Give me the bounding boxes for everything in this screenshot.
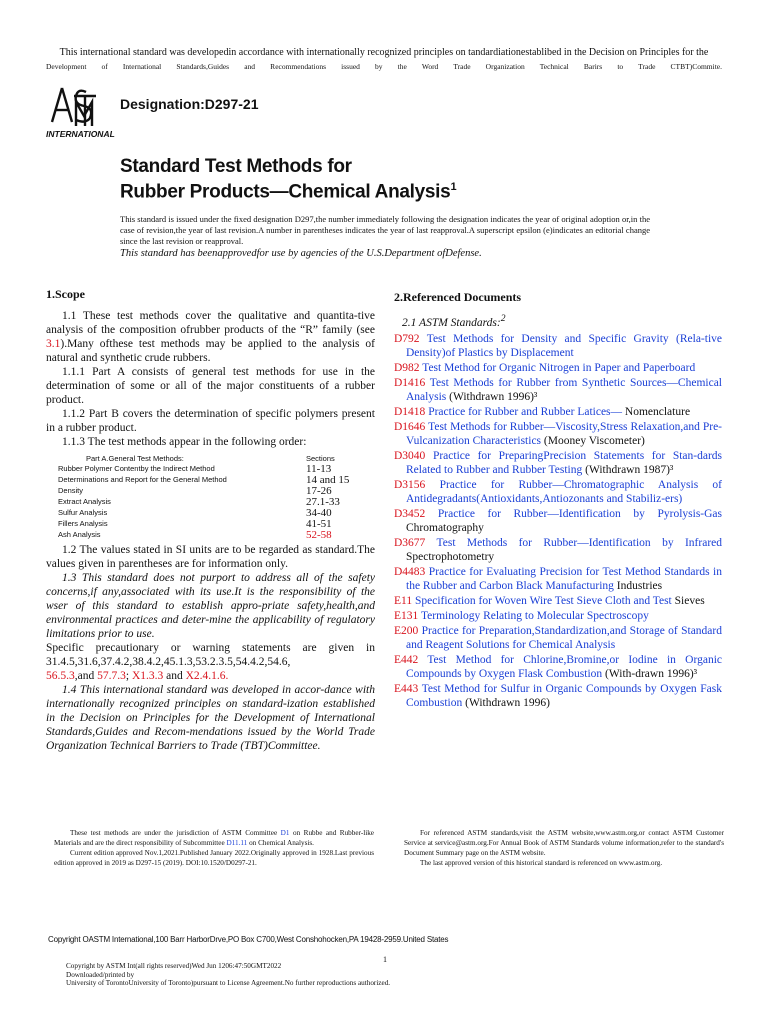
para-1-3: 1.3 This standard does not purport to address all of the safety concerns,if any,associated with its use.It is the responsibility of the wser of this standard to establish appro-priate safety,health,and environmental practices and deter-mine the applicability of regulatory limitations prior to use.	[46, 571, 375, 640]
method-name: Extract Analysis	[58, 496, 111, 506]
reference-title-link[interactable]: Test Methods for Rubber from Synthetic Sources—Chemical Analysis	[406, 376, 722, 403]
footnote-2: Current edition approved Nov.1,2021.Published January 2022.Originally approved in 1928.Last previous edition approved in 2019 as D297-15 (2019). DOI:10.1520/D0297-21.	[54, 849, 374, 867]
reference-code-link[interactable]: D3452	[394, 507, 426, 520]
reference-list	[394, 332, 722, 710]
reference-note: Chromatography	[406, 521, 484, 534]
reference-item	[394, 594, 722, 608]
copyright-line: Copyright OASTM International,100 Barr HarborDrve,PO Box C700,West Conshohocken,PA 19428-2959.United States	[48, 935, 449, 944]
reference-note: (Withdrawn 1987)³	[585, 463, 674, 476]
reference-item	[394, 624, 722, 652]
astm-standards-subheading: 2.1 ASTM Standards:$^2$	[402, 313, 506, 329]
reference-title-link[interactable]: Test Method for Organic Nitrogen in Paper and Paperboard	[422, 361, 696, 374]
document-title	[120, 157, 456, 202]
download-notice	[66, 962, 390, 988]
method-name: Determinations and Report for the General Method	[58, 474, 227, 484]
reference-code-link[interactable]: E200	[394, 624, 419, 637]
reference-code-link[interactable]: D4483	[394, 565, 426, 578]
test-methods-table	[58, 454, 358, 541]
reference-title-link[interactable]: Practice for Evaluating Precision for Test Method Standards in the Rubber and Carbon Black Manufacturing	[406, 565, 722, 592]
para-1-3-cont: Specific precautionary or warning statements are given in 31.4.5,31.6,37.4.2,38.4.2,45.1.3,53.2.3.5,54.4.2,54.6, 56.5.3,and 57.7.3; X1.3.3 and X2.4.1.6.	[46, 641, 375, 682]
astm-logo	[44, 82, 116, 140]
reference-item	[394, 361, 722, 375]
para-1-1-1: 1.1.1 Part A consists of general test methods for use in the determination of some or all of the major constituents of a rubber product.	[46, 366, 375, 406]
footnote-3: For referenced ASTM standards,visit the ASTM website,www.astm.org,or contact ASTM Customer Service at service@astm.org.For Annual Book of ASTM Standards volume information,refer to the standard's Document Summary page on the ASTM website.	[404, 829, 724, 857]
reference-item	[394, 376, 722, 404]
reference-title-link[interactable]: Practice for Rubber and Rubber Latices—	[428, 405, 623, 418]
table-sections-head: Sections	[306, 454, 335, 463]
reference-code-link[interactable]: D3156	[394, 478, 426, 491]
reference-note: Industries	[616, 579, 663, 592]
para-1-1-3: 1.1.3 The test methods appear in the following order:	[62, 436, 307, 448]
title-line-1: Standard Test Methods for	[120, 156, 352, 177]
reference-note: Spectrophotometry	[406, 550, 495, 563]
footnote-4: The last approved version of this historical standard is referenced on www.astm.org.	[420, 859, 663, 867]
method-sections: 27.1-33	[306, 495, 340, 508]
footnote-1: These test methods are under the jurisdiction of ASTM Committee D1 on Rubbe and Rubber-like Materials and are the direct responsibility of Subcommittee D11.11 on Chemical Analysis.	[54, 829, 374, 847]
committee-link[interactable]: D1	[280, 829, 290, 837]
reference-item	[394, 405, 722, 419]
para-1-1: 1.1 These test methods cover the qualitative and quantita-tive analysis of the composition ofrubber products of the “R” family (see 3.1).Many ofthese test methods may be applied to the analysis of natural and synthetic crude rubbers.	[46, 310, 375, 364]
method-name: Fillers Analysis	[58, 518, 108, 528]
footnotes-right	[404, 828, 724, 868]
reference-item	[394, 565, 722, 593]
notice-line-1: This international standard was developedin accordance with internationally recognized principles on tandardiationestablibed in the Decision on Principles for the	[59, 47, 709, 58]
approval-statement: This standard has beenapprovedfor use by agencies of the U.S.Department ofDefense.	[120, 248, 482, 259]
reference-code-link[interactable]: E443	[394, 682, 419, 695]
table-row	[58, 530, 358, 541]
reference-title-link[interactable]: Test Methods for Rubber—Identification by Infrared	[436, 536, 723, 549]
method-sections: 52-58	[306, 528, 332, 541]
reference-title-link[interactable]: Test Methods for Density and Specific Gravity (Rela-tive Density)of Plastics by Displacement	[406, 332, 722, 359]
left-column	[46, 287, 375, 753]
reference-title-link[interactable]: Practice for Rubber—Chromatographic Analysis of Antidegradants(Antioxidants,Antiozonants and Stabiliz-ers)	[406, 478, 723, 505]
table-row	[58, 497, 358, 508]
reference-code-link[interactable]: D3040	[394, 449, 426, 462]
notice-line-2: Development of International Standards,Guides and Recommendations issued by the Word Trade Organization Technical Barirs to Trade CTBT)Commite.	[46, 62, 722, 71]
table-row	[58, 486, 358, 497]
reference-code-link[interactable]: D792	[394, 332, 420, 345]
reference-note: (Mooney Viscometer)	[543, 434, 645, 447]
reference-item	[394, 332, 722, 360]
table-row	[58, 475, 358, 486]
reference-code-link[interactable]: E131	[394, 609, 419, 622]
section-link[interactable]: 3.1	[46, 338, 61, 350]
table-title: Part A.General Test Methods:	[86, 454, 184, 463]
para-1-1-2: 1.1.2 Part B covers the determination of specific polymers present in a rubber product.	[46, 408, 375, 434]
page-number: 1	[383, 955, 387, 964]
reference-note: Nomenclature	[624, 405, 691, 418]
method-name: Sulfur Analysis	[58, 507, 108, 517]
reference-title-link[interactable]: Test Method for Chlorine,Bromine,or Iodine in Organic Compounds by Oxygen Flask Combustion	[406, 653, 722, 680]
references-heading: 2.Referenced Documents	[394, 290, 522, 304]
reference-title-link[interactable]: Test Methods for Rubber—Viscosity,Stress Relaxation,and Pre-Vulcanization Characteristics	[406, 420, 723, 447]
title-line-2: Rubber Products—Chemical Analysis$^1$	[120, 181, 457, 203]
right-column	[394, 290, 722, 711]
reference-note: (Withdrawn 1996)	[465, 696, 550, 709]
issued-statement: This standard is issued under the fixed designation D297,the number immediately following the designation indicates the year of original adoption or,in the case of revision,the year of last revision.A number in parentheses indicates the year of last reapproval.A superscript epsilon (e)indicates an editorial change since the last revision or reapproval.	[120, 214, 650, 246]
reference-item	[394, 449, 722, 477]
warning-link-4[interactable]: X2.4.1.6.	[185, 669, 229, 682]
reference-code-link[interactable]: D1416	[394, 376, 426, 389]
scope-heading: 1.Scope	[46, 287, 85, 301]
reference-item	[394, 507, 722, 535]
download-line-3: University of TorontoUniversity of Toronto)pursuant to License Agreement.No further reproductions authorized.	[66, 979, 391, 987]
method-sections: 41-51	[306, 517, 332, 530]
reference-item	[394, 478, 722, 506]
reference-item	[394, 609, 722, 623]
top-notice	[46, 46, 722, 74]
reference-code-link[interactable]: E442	[394, 653, 419, 666]
table-row	[58, 508, 358, 519]
reference-title-link[interactable]: Test Method for Sulfur in Organic Compounds by Oxygen Fask Combustion	[406, 682, 723, 709]
logo-label: INTERNATIONAL	[46, 129, 115, 139]
warning-link-3[interactable]: X1.3.3	[131, 669, 164, 682]
reference-code-link[interactable]: E11	[394, 594, 413, 607]
method-sections: 11-13	[306, 462, 332, 475]
method-name: Rubber Polymer Contentby the Indirect Method	[58, 463, 215, 473]
para-1-4: 1.4 This international standard was developed in accor-dance with internationally recognized principles on standard-ization established in the Decision on Principles for the Development of International Standards,Guides and Recom-mendations issued by the World Trade Organization Technical Barriers to Trade (TBT)Committee.	[46, 683, 375, 752]
footnotes-left	[54, 828, 374, 868]
reference-title-link[interactable]: Specification for Woven Wire Test Sieve Cloth and Test	[414, 594, 672, 607]
warning-link-2[interactable]: 57.7.3	[97, 669, 126, 682]
reference-note: Sieves	[674, 594, 705, 607]
designation: Designation:D297-21	[120, 96, 259, 112]
reference-item	[394, 536, 722, 564]
download-line-2: Downloaded/printed by	[66, 970, 135, 979]
reference-title-link[interactable]: Practice for PreparingPrecision Statements for Stan-dards Related to Rubber and Rubber Testing	[406, 449, 723, 476]
para-1-2: 1.2 The values stated in SI units are to be regarded as standard.The values given in parentheses are for information only.	[46, 543, 375, 570]
download-line-1: Copyright by ASTM Int(all rights reserved)Wed Jun 1206:47:50GMT2022	[66, 962, 282, 970]
reference-item	[394, 420, 722, 448]
reference-title-link[interactable]: Practice for Preparation,Standardization,and Storage of Standard and Reagent Solutions for Chemical Analysis	[406, 624, 722, 651]
method-sections: 14 and 15	[306, 473, 350, 486]
reference-item	[394, 682, 722, 710]
reference-code-link[interactable]: D1646	[394, 420, 426, 433]
table-row	[58, 464, 358, 475]
method-sections: 34-40	[306, 506, 332, 519]
reference-item	[394, 653, 722, 681]
reference-note: (Withdrawn 1996)³	[449, 390, 538, 403]
warning-link-1[interactable]: 56.5.3	[46, 669, 75, 682]
table-row	[58, 519, 358, 530]
reference-note: (With-drawn 1996)³	[605, 667, 698, 680]
reference-code-link[interactable]: D1418	[394, 405, 426, 418]
method-name: Ash Analysis	[58, 529, 101, 539]
reference-title-link[interactable]: Terminology Relating to Molecular Spectroscopy	[420, 609, 649, 622]
subcommittee-link[interactable]: D11.11	[226, 839, 248, 847]
method-name: Density	[58, 485, 84, 495]
reference-code-link[interactable]: D982	[394, 361, 420, 374]
reference-title-link[interactable]: Practice for Rubber—Identification by Pyrolysis-Gas	[437, 507, 723, 520]
astm-logo-icon	[44, 82, 116, 140]
reference-code-link[interactable]: D3677	[394, 536, 426, 549]
method-sections: 17-26	[306, 484, 332, 497]
